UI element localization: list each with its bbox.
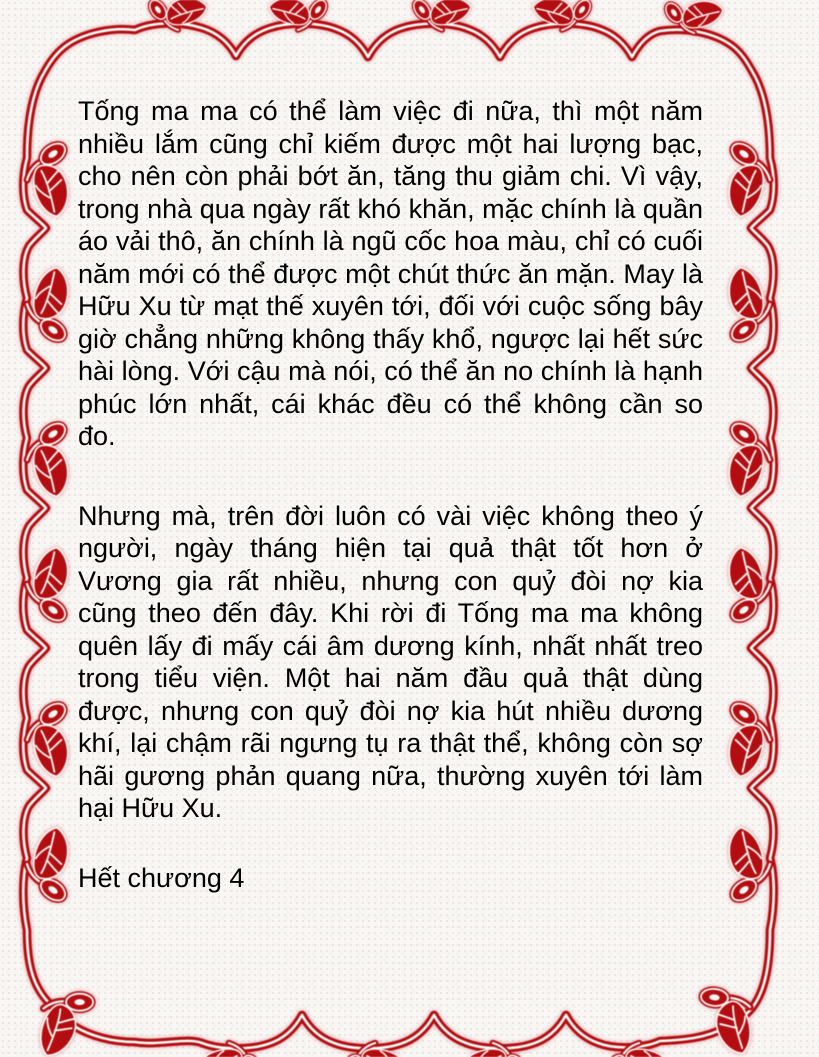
leaf-cluster-icon [146, 0, 209, 30]
leaf-cluster-icon [531, 0, 594, 30]
paragraph: Nhưng mà, trên đời luôn có vài việc không theo ý người, ngày tháng hiện tại quả thật tốt hơn ở Vương gia rất nhiều, nhưng con quỷ đòi nợ kia cũng theo đến đây. Khi rời đi Tống ma ma không quên lấy đi mấy cái âm dương kính, nhất nhất treo trong tiểu viện. Một hai năm đầu quả thật dùng được, nhưng con quỷ đòi nợ kia hút nhiều dương khí, lại chậm rãi ngưng tụ ra thật thể, không còn sợ hãi gương phản quang nữa, thường xuyên tới làm hại Hữu Xu. [78, 500, 703, 823]
leaf-cluster-icon [723, 264, 770, 345]
leaf-cluster-icon [723, 699, 770, 780]
leaf-cluster-icon [689, 972, 770, 1057]
leaf-cluster-icon [27, 544, 74, 625]
leaf-cluster-icon [723, 544, 770, 625]
leaf-cluster-icon [27, 264, 74, 345]
leaf-cluster-icon [723, 419, 770, 500]
leaf-cluster-icon [27, 419, 74, 500]
leaf-cluster-icon [339, 1043, 412, 1057]
leaf-cluster-icon [410, 0, 473, 30]
chapter-end-marker: Hết chương 4 [78, 862, 245, 893]
leaf-cluster-icon [723, 824, 770, 905]
chapter-text-block [78, 95, 703, 894]
leaf-cluster-icon [457, 1043, 530, 1057]
leaf-cluster-icon [193, 1043, 266, 1057]
leaf-cluster-icon [27, 139, 74, 220]
leaf-cluster-icon [723, 139, 770, 220]
leaf-cluster-icon [27, 824, 74, 905]
leaf-cluster-icon [267, 0, 330, 30]
leaf-cluster-icon [603, 1043, 676, 1057]
leaf-cluster-icon [662, 0, 725, 33]
paragraph: Tống ma ma có thể làm việc đi nữa, thì một năm nhiều lắm cũng chỉ kiếm được một hai lượng bạc, cho nên còn phải bớt ăn, tăng thu giảm chi. Vì vậy, trong nhà qua ngày rất khó khăn, mặc chính là quần áo vải thô, ăn chính là ngũ cốc hoa màu, chỉ có cuối năm mới có thể được một chút thức ăn mặn. May là Hữu Xu từ mạt thế xuyên tới, đối với cuộc sống bây giờ chẳng những không thấy khổ, ngược lại hết sức hài lòng. Với cậu mà nói, có thể ăn no chính là hạnh phúc lớn nhất, cái khác đều có thể không cần so đo. [78, 96, 703, 451]
leaf-cluster-icon [27, 699, 74, 780]
leaf-cluster-icon [20, 975, 105, 1057]
